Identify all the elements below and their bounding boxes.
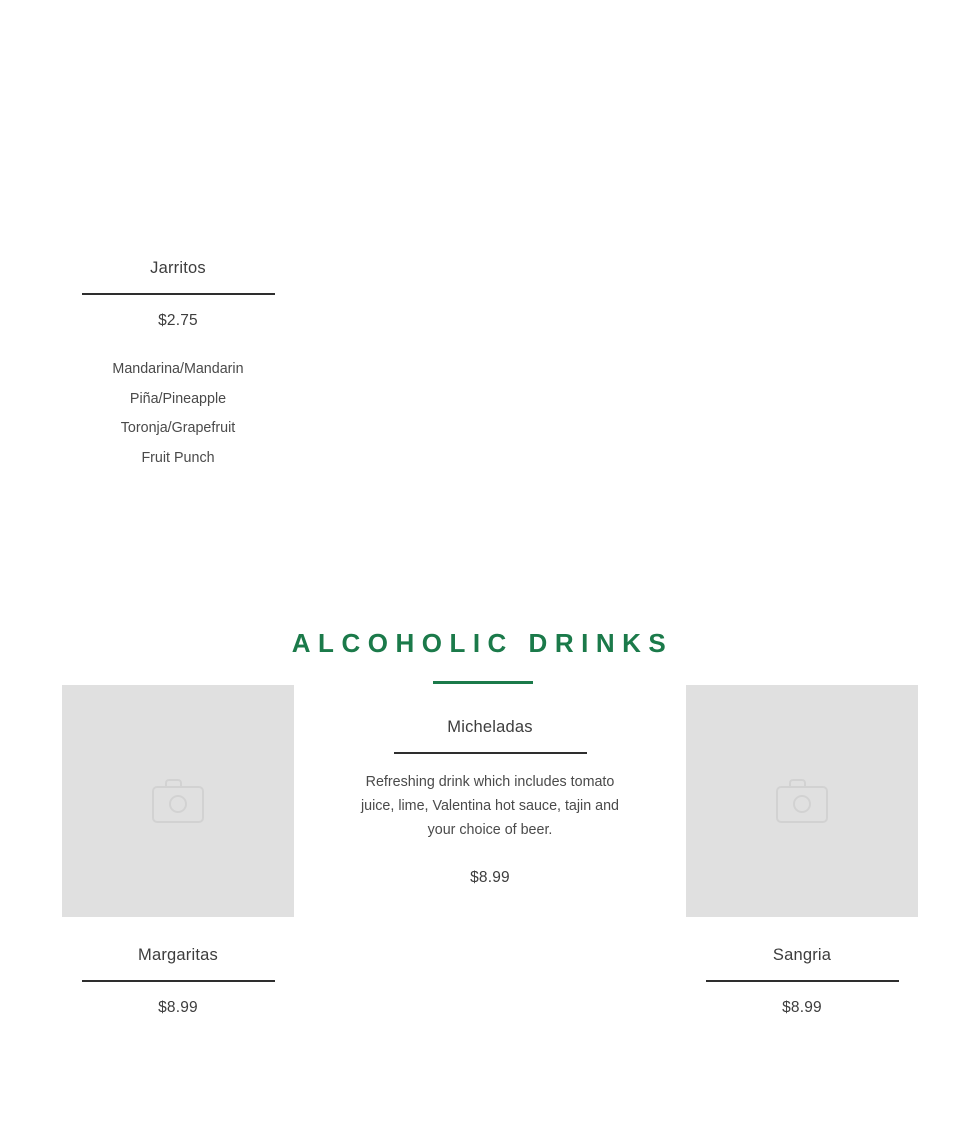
section-alcoholic-drinks [0,628,965,684]
item-divider [394,752,587,754]
item-image-placeholder [686,685,918,917]
menu-item-jarritos [62,258,294,473]
item-option: Piña/Pineapple [129,390,227,407]
menu-item-margaritas [62,685,294,1017]
item-price: $8.99 [782,999,822,1017]
menu-item-sangria [686,685,918,1017]
item-divider [82,293,275,295]
section-divider [433,681,533,684]
item-name: Jarritos [150,259,206,277]
item-divider [82,980,275,982]
item-option: Toronja/Grapefruit [120,420,236,437]
item-name: Margaritas [138,946,218,964]
item-divider [706,980,899,982]
item-option: Mandarina/Mandarin [112,361,244,378]
item-price: $8.99 [470,869,510,887]
item-price: $2.75 [158,312,198,330]
item-image-placeholder [62,685,294,917]
menu-item-micheladas [360,685,620,887]
item-name: Sangria [772,946,832,964]
item-description: Refreshing drink which includes tomato juice, lime, Valentina hot sauce, tajin and your choice of beer. [360,774,620,839]
camera-placeholder-icon [776,779,828,823]
section-title: ALCOHOLIC DRINKS [291,628,674,658]
camera-placeholder-icon [152,779,204,823]
item-name: Micheladas [447,718,533,736]
item-options [62,355,294,473]
item-price: $8.99 [158,999,198,1017]
item-option: Fruit Punch [141,449,215,466]
